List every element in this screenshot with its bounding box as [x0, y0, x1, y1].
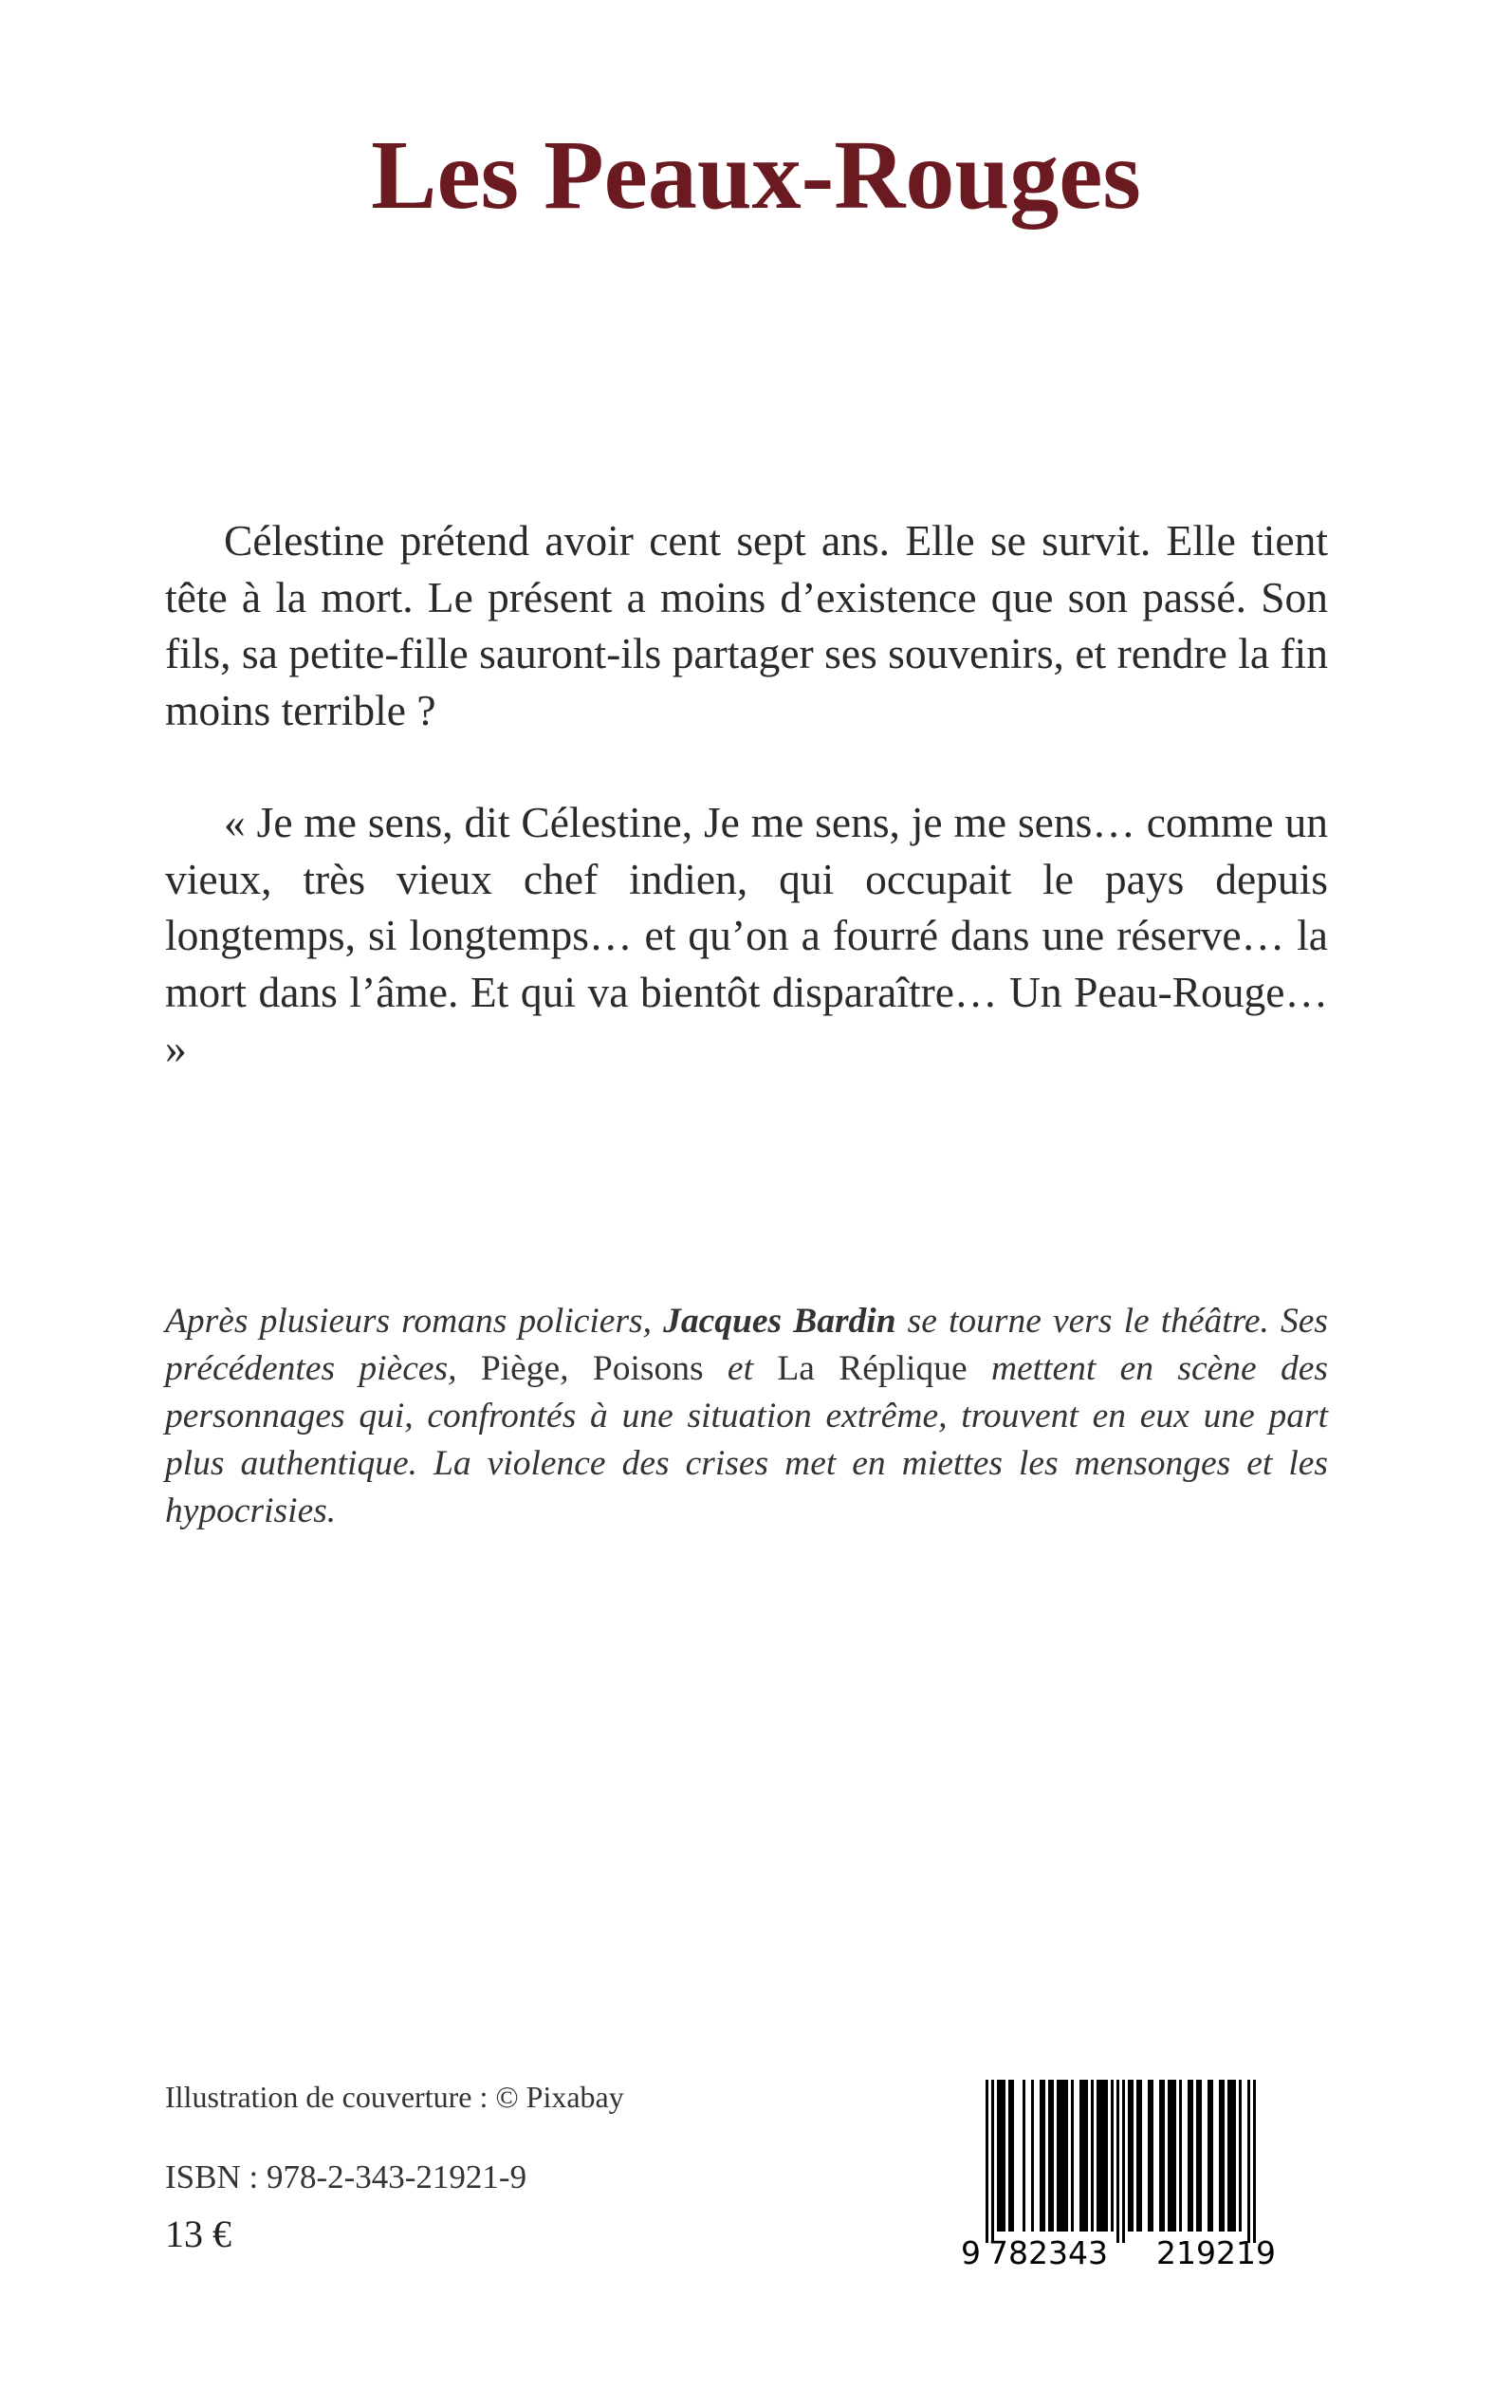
barcode-bar [1000, 2080, 1003, 2232]
barcode-bar [1190, 2080, 1193, 2232]
barcode-bar [1051, 2080, 1054, 2232]
barcode-bar [1162, 2080, 1165, 2232]
barcode-bar [1148, 2080, 1151, 2232]
barcode-bar [1048, 2080, 1051, 2232]
barcode-bar [1105, 2080, 1108, 2232]
barcode-bar [1071, 2080, 1074, 2232]
barcode-guard-bar [1116, 2080, 1119, 2243]
barcode-guard-bar [986, 2080, 988, 2243]
bio-intro: Après plusieurs romans policiers, [165, 1302, 664, 1341]
barcode-bar [1227, 2080, 1230, 2232]
barcode-right-digits: 219219 [1156, 2234, 1276, 2268]
barcode-bar [1199, 2080, 1202, 2232]
barcode-bar [1057, 2080, 1060, 2232]
barcode-bar [1136, 2080, 1139, 2232]
book-title: Les Peaux-Rouges [371, 120, 1141, 230]
barcode-bar [1040, 2080, 1042, 2232]
barcode-bar [1079, 2080, 1082, 2232]
barcode-bar [1151, 2080, 1153, 2232]
barcode-guard-bar [1253, 2080, 1256, 2243]
barcode-bar [1159, 2080, 1162, 2232]
barcode-bar [1233, 2080, 1236, 2232]
barcode-bar [1062, 2080, 1065, 2232]
barcode-bar [1188, 2080, 1190, 2232]
barcode-bar [1219, 2080, 1222, 2232]
barcode-bar [1139, 2080, 1142, 2232]
barcode-guard-bar [1122, 2080, 1125, 2243]
bio-separator: , [560, 1349, 593, 1388]
bio-text: se tourne vers le théâtre. Ses précédentes pièces, [165, 1302, 1329, 1388]
barcode-bar [1111, 2080, 1114, 2232]
barcode-bar [1008, 2080, 1011, 2232]
barcode-guard-bar [1247, 2080, 1250, 2243]
author-bio [165, 1298, 1328, 1535]
barcode-bar [1003, 2080, 1005, 2232]
barcode [953, 2076, 1330, 2268]
play-title-la-replique: La Réplique [777, 1349, 968, 1388]
summary-block [165, 512, 1328, 1077]
barcode-graphic [953, 2076, 1330, 2268]
barcode-bar [997, 2080, 1000, 2232]
barcode-bar [1171, 2080, 1173, 2232]
barcode-bars [986, 2080, 1256, 2243]
barcode-bar [1168, 2080, 1171, 2232]
play-title-piege: Piège [480, 1349, 561, 1388]
barcode-bar [1179, 2080, 1182, 2232]
barcode-bar [1222, 2080, 1225, 2232]
barcode-bar [1210, 2080, 1213, 2232]
barcode-bar [1011, 2080, 1014, 2232]
barcode-bar [1091, 2080, 1094, 2232]
barcode-bar [1173, 2080, 1176, 2232]
illustration-credit: Illustration de couverture : © Pixabay [165, 2080, 624, 2114]
barcode-bar [1128, 2080, 1131, 2232]
summary-paragraph: Célestine prétend avoir cent sept ans. Elle se survit. Elle tient tête à la mort. Le présent a moins d’existence que son passé. Son fils, sa petite-fille sauront-ils partager ses souvenirs, et rendre la fin moins terrible ? [165, 516, 1328, 734]
barcode-bar [1065, 2080, 1068, 2232]
barcode-bar [1031, 2080, 1034, 2232]
barcode-bar [1099, 2080, 1102, 2232]
barcode-bar [1042, 2080, 1045, 2232]
barcode-bar [1196, 2080, 1199, 2232]
barcode-bar [1230, 2080, 1233, 2232]
barcode-bar [1239, 2080, 1242, 2232]
barcode-bar [1097, 2080, 1099, 2232]
barcode-bar [1085, 2080, 1088, 2232]
isbn: ISBN : 978-2-343-21921-9 [165, 2158, 527, 2195]
price: 13 € [165, 2213, 231, 2255]
barcode-first-digit: 9 [961, 2234, 981, 2268]
barcode-bar [1082, 2080, 1085, 2232]
barcode-bar [1131, 2080, 1134, 2232]
quote-paragraph: « Je me sens, dit Célestine, Je me sens, je me sens… comme un vieux, très vieux chef indien, qui occupait le pays depuis longtemps, si longtemps… et qu’on a fourré dans une réserve… la mort dans l’âme. Et qui va bientôt disparaître… Un Peau-Rouge… » [165, 798, 1328, 1072]
barcode-left-digits: 782343 [988, 2234, 1108, 2268]
play-title-poisons: Poisons [592, 1349, 704, 1388]
barcode-bar [1060, 2080, 1062, 2232]
barcode-guard-bar [991, 2080, 994, 2243]
barcode-bar [1102, 2080, 1105, 2232]
barcode-bar [1023, 2080, 1025, 2232]
barcode-bar [1208, 2080, 1210, 2232]
bio-ending: mettent en scène des personnages qui, confrontés à une situation extrême, trouvent en eux une part plus authentique. La violence des crises met en miettes les mensonges et les hypocrisies. [165, 1349, 1328, 1530]
bio-separator: et [703, 1349, 778, 1388]
author-name: Jacques Bardin [663, 1302, 896, 1341]
